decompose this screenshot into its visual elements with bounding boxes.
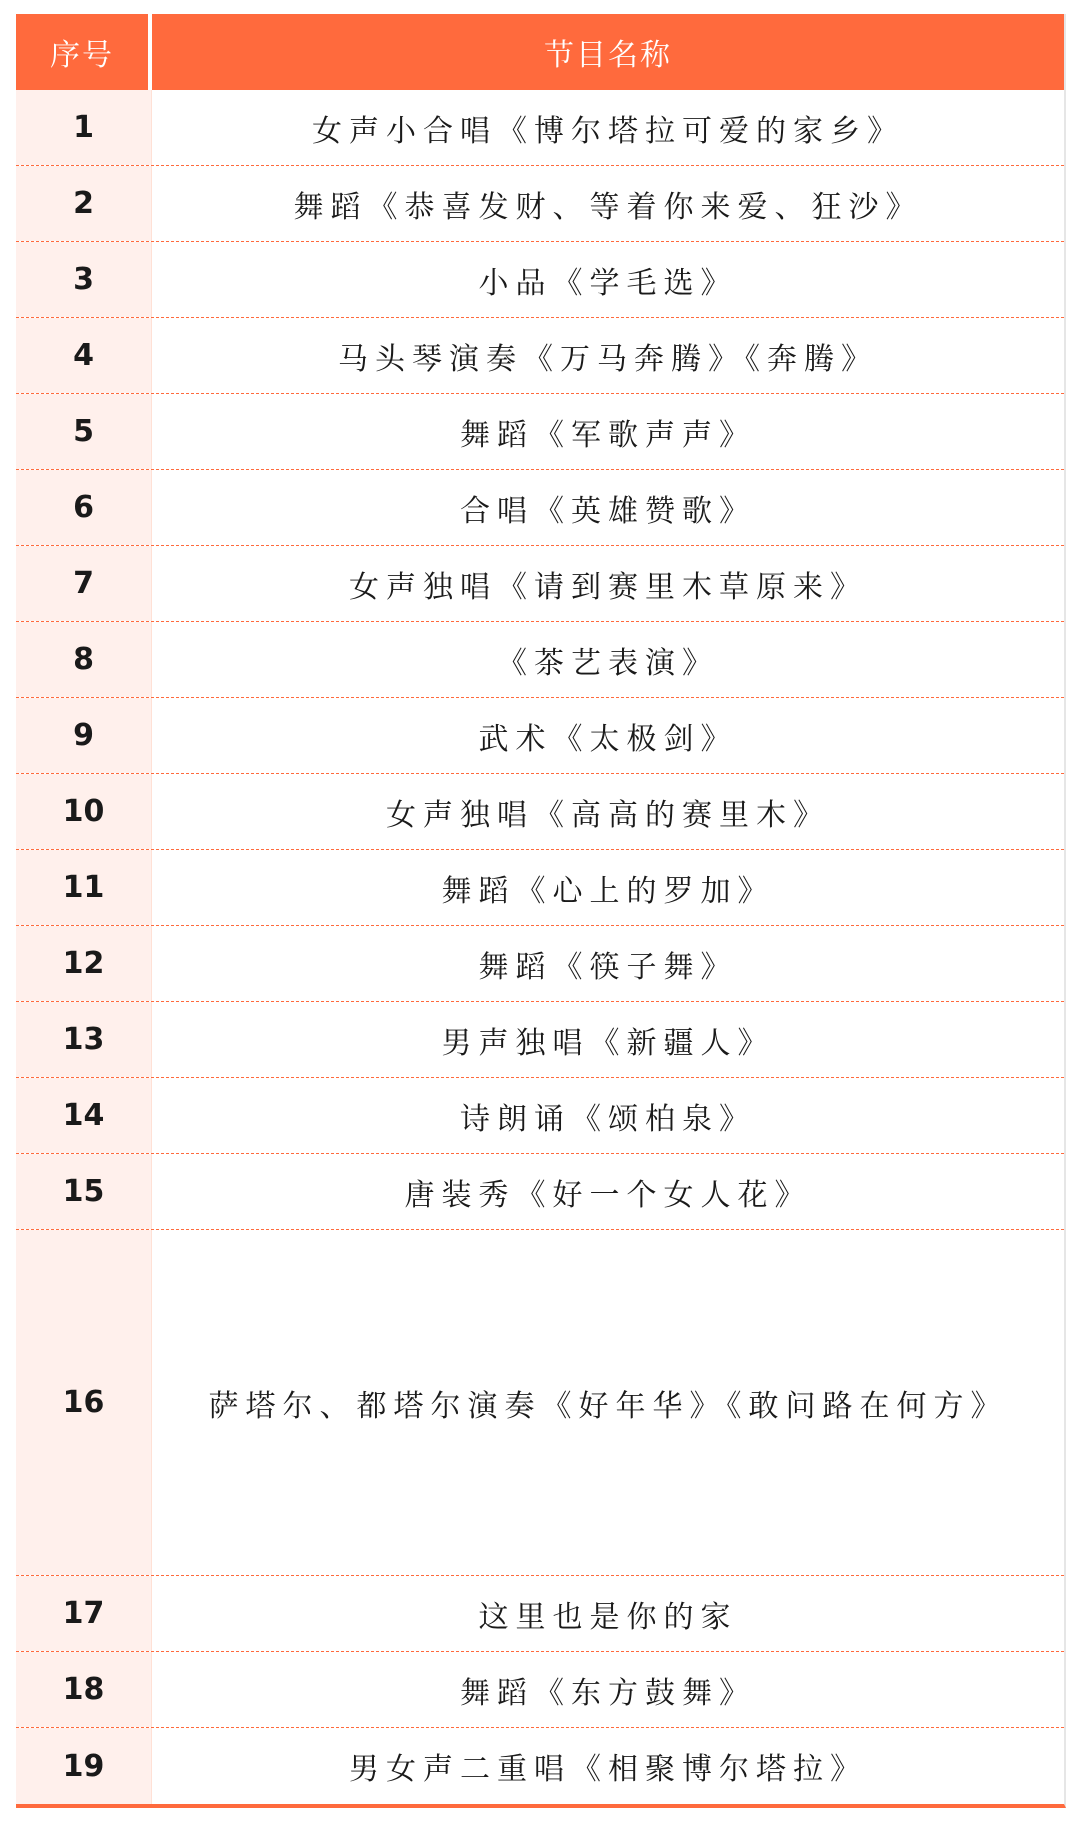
row-number: 12 xyxy=(16,926,152,1001)
table-row xyxy=(16,698,1064,774)
program-name: 舞蹈《筷子舞》 xyxy=(478,949,738,985)
program-name: 舞蹈《军歌声声》 xyxy=(460,417,756,453)
row-number: 10 xyxy=(16,774,152,849)
program-name: 唐装秀《好一个女人花》 xyxy=(404,1177,812,1213)
table-row xyxy=(16,926,1064,1002)
program-name: 这里也是你的家 xyxy=(478,1599,738,1635)
program-name: 武术《太极剑》 xyxy=(478,721,738,757)
program-name: 《茶艺表演》 xyxy=(497,645,719,681)
row-number: 17 xyxy=(16,1576,152,1651)
row-number: 19 xyxy=(16,1728,152,1804)
table-row xyxy=(16,1078,1064,1154)
table-row xyxy=(16,1576,1064,1652)
table-row xyxy=(16,622,1064,698)
table-row xyxy=(16,1230,1064,1576)
program-name: 男声独唱《新疆人》 xyxy=(441,1025,775,1061)
table-row xyxy=(16,394,1064,470)
program-name: 男女声二重唱《相聚博尔塔拉》 xyxy=(349,1752,867,1787)
row-number: 6 xyxy=(16,470,152,545)
row-number: 3 xyxy=(16,242,152,317)
row-number: 14 xyxy=(16,1078,152,1153)
row-number: 4 xyxy=(16,318,152,393)
program-name: 马头琴演奏《万马奔腾》《奔腾》 xyxy=(338,341,878,377)
row-number: 8 xyxy=(16,622,152,697)
program-name: 舞蹈《心上的罗加》 xyxy=(441,873,775,909)
program-name: 萨塔尔、都塔尔演奏《好年华》《敢问路在何方》 xyxy=(208,1388,1008,1424)
table-row xyxy=(16,166,1064,242)
row-number: 11 xyxy=(16,850,152,925)
program-name: 女声独唱《高高的赛里木》 xyxy=(386,797,830,833)
program-name: 女声小合唱《博尔塔拉可爱的家乡》 xyxy=(312,113,904,149)
table-row xyxy=(16,1002,1064,1078)
program-table xyxy=(16,14,1066,1808)
row-number: 18 xyxy=(16,1652,152,1727)
row-number: 16 xyxy=(16,1230,152,1575)
table-row xyxy=(16,1154,1064,1230)
table-row xyxy=(16,1652,1064,1728)
row-number: 7 xyxy=(16,546,152,621)
program-name: 小品《学毛选》 xyxy=(478,265,738,301)
program-name: 合唱《英雄赞歌》 xyxy=(460,493,756,529)
table-row xyxy=(16,242,1064,318)
header-number: 序号 xyxy=(16,14,152,90)
table-row xyxy=(16,318,1064,394)
table-header xyxy=(16,14,1064,90)
row-number: 2 xyxy=(16,166,152,241)
header-program-name: 节目名称 xyxy=(544,38,672,73)
row-number: 5 xyxy=(16,394,152,469)
table-row xyxy=(16,1728,1064,1804)
row-number: 15 xyxy=(16,1154,152,1229)
table-row xyxy=(16,546,1064,622)
program-name: 女声独唱《请到赛里木草原来》 xyxy=(349,569,867,605)
program-name: 舞蹈《东方鼓舞》 xyxy=(460,1675,756,1711)
program-name: 诗朗诵《颂柏泉》 xyxy=(460,1101,756,1137)
program-name: 舞蹈《恭喜发财、等着你来爱、狂沙》 xyxy=(293,189,923,225)
row-number: 13 xyxy=(16,1002,152,1077)
table-row xyxy=(16,850,1064,926)
row-number: 1 xyxy=(16,90,152,165)
table-row xyxy=(16,90,1064,166)
table-row xyxy=(16,470,1064,546)
table-row xyxy=(16,774,1064,850)
row-number: 9 xyxy=(16,698,152,773)
